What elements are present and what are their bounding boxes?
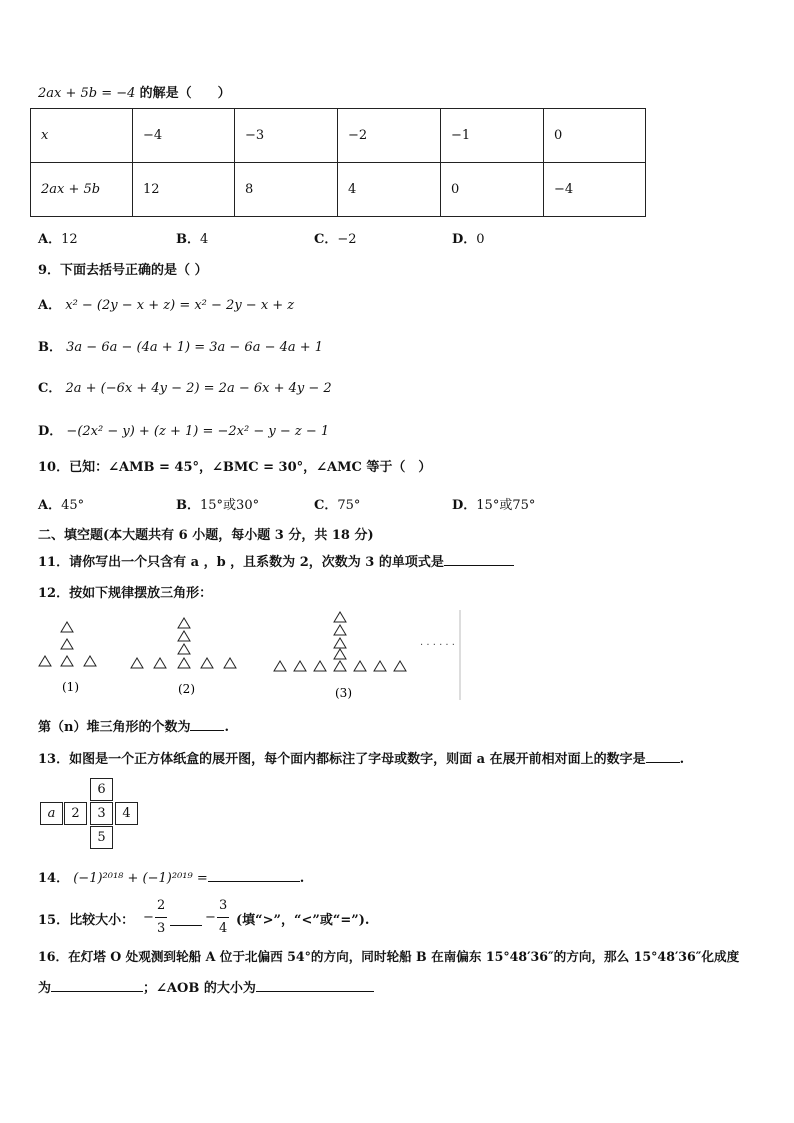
net-face-a: a: [40, 802, 63, 825]
section-heading: 二、填空题(本大题共有 6 小题，每小题 3 分，共 18 分): [38, 528, 374, 543]
option-value: 4: [200, 232, 209, 247]
q10-option-b: [176, 494, 259, 513]
option-expression: x² − (2y − x + z) = x² − 2y − x + z: [65, 298, 295, 313]
table-cell: x: [31, 109, 133, 163]
q16-line1: 16．在灯塔 O 处观测到轮船 A 位于北偏西 54°的方向，同时轮船 B 在南偏东 15°48′36″的方向，那么 15°48′36″化成度: [38, 949, 740, 964]
option-value: 15°或75°: [476, 498, 536, 513]
triangle-icon: [178, 631, 190, 641]
q13-end: .: [679, 752, 685, 767]
triangle-icon: [354, 661, 366, 671]
option-value: 0: [476, 232, 485, 247]
triangle-icon: [314, 661, 326, 671]
q12-stem: 12．按如下规律摆放三角形：: [38, 586, 213, 601]
fraction-bar: [217, 917, 229, 918]
q8-option-a: [38, 228, 78, 247]
net-face-3: 3: [90, 802, 113, 825]
option-label: B．: [176, 232, 200, 247]
option-label: C．: [314, 498, 338, 513]
continuation-dots: · · · · · ·: [420, 640, 455, 651]
option-value: 15°或30°: [200, 498, 260, 513]
table-cell: 8: [235, 163, 338, 217]
q13: [38, 748, 684, 767]
q16-line2: [38, 977, 374, 996]
triangle-group-1: [39, 622, 96, 666]
triangle-group-2: [131, 618, 236, 668]
q10-stem: 10．已知：∠AMB = 45°，∠BMC = 30°，∠AMC 等于（ ）: [38, 460, 432, 475]
q11: [38, 551, 514, 570]
table-cell: −2: [338, 109, 441, 163]
table-cell: −4: [133, 109, 235, 163]
triangle-icon: [84, 656, 96, 666]
triangle-pattern-svg: [38, 608, 462, 702]
answer-blank[interactable]: [444, 553, 514, 566]
net-face-4: 4: [115, 802, 138, 825]
table-cell: 0: [441, 163, 544, 217]
q9-option-c: [38, 377, 332, 396]
q8-equation: 2ax + 5b = −4: [38, 86, 136, 101]
triangle-pattern-figure: [38, 608, 462, 702]
answer-blank[interactable]: [170, 913, 202, 926]
option-expression: 3a − 6a − (4a + 1) = 3a − 6a − 4a + 1: [66, 340, 324, 355]
option-expression: −(2x² − y) + (z + 1) = −2x² − y − z − 1: [66, 424, 330, 439]
triangle-icon: [154, 658, 166, 668]
net-face-2: 2: [64, 802, 87, 825]
triangle-icon: [294, 661, 306, 671]
fraction-sign: −: [205, 910, 216, 925]
values-table: [30, 108, 646, 217]
option-label: D．: [452, 232, 477, 247]
triangle-group-3: [274, 612, 406, 671]
triangle-icon: [178, 618, 190, 628]
fraction-bar: [155, 917, 167, 918]
q9-option-b: [38, 336, 323, 355]
answer-blank[interactable]: [208, 869, 300, 882]
option-label: C．: [314, 232, 338, 247]
q8-option-c: [314, 228, 357, 247]
q12-question-text: 第（n）堆三角形的个数为: [38, 720, 191, 735]
triangle-icon: [334, 612, 346, 622]
triangle-icon: [61, 622, 73, 632]
option-label: B．: [176, 498, 200, 513]
q9-stem: 9．下面去括号正确的是（ ）: [38, 263, 208, 278]
option-label: C．: [38, 381, 62, 396]
option-expression: 2a + (−6x + 4y − 2) = 2a − 6x + 4y − 2: [65, 381, 332, 396]
net-face-bottom: 5: [90, 826, 113, 849]
figure-label-2: (2): [178, 682, 195, 696]
triangle-icon: [334, 625, 346, 635]
fraction-denominator: 3: [157, 921, 166, 936]
table-row: [31, 109, 646, 163]
q10-option-a: [38, 494, 84, 513]
triangle-icon: [61, 639, 73, 649]
q12-end: .: [224, 720, 229, 735]
q8-stem-tail: [38, 82, 231, 101]
q14-expression: (−1)²⁰¹⁸ + (−1)²⁰¹⁹ =: [73, 871, 208, 886]
net-face-top: 6: [90, 778, 113, 801]
triangle-icon: [274, 661, 286, 671]
q9-option-d: [38, 420, 329, 439]
table-cell: 12: [133, 163, 235, 217]
option-value: 75°: [337, 498, 361, 513]
triangle-icon: [334, 661, 346, 671]
triangle-icon: [178, 644, 190, 654]
option-label: A．: [38, 298, 62, 313]
triangle-icon: [178, 658, 190, 668]
fraction-numerator: 2: [157, 898, 166, 913]
answer-blank[interactable]: [51, 979, 143, 992]
option-value: −2: [337, 232, 357, 247]
q15-hint: (填“>”，“<”或“=”).: [236, 913, 370, 928]
triangle-icon: [224, 658, 236, 668]
fraction-numerator: 3: [219, 898, 228, 913]
figure-label-3: (3): [335, 686, 352, 700]
q10-option-c: [314, 494, 360, 513]
q16-text-b: ；∠AOB 的大小为: [143, 981, 256, 996]
option-value: 12: [61, 232, 78, 247]
option-value: 45°: [61, 498, 85, 513]
option-label: B．: [38, 340, 62, 355]
q16-text-a: 为: [38, 981, 52, 996]
answer-blank[interactable]: [256, 979, 374, 992]
q11-text: 11．请你写出一个只含有 a ，b ，且系数为 2，次数为 3 的单项式是: [38, 555, 444, 570]
triangle-icon: [394, 661, 406, 671]
q14-label: 14．: [38, 871, 70, 886]
fraction-denominator: 4: [219, 921, 228, 936]
answer-blank[interactable]: [190, 718, 224, 731]
option-label: D．: [38, 424, 63, 439]
table-cell: 4: [338, 163, 441, 217]
q8-suffix: 的解是（ ）: [139, 86, 231, 101]
triangle-icon: [374, 661, 386, 671]
q8-option-d: [452, 228, 485, 247]
cube-net-figure: [40, 778, 180, 850]
q14-end: .: [299, 871, 305, 886]
option-label: A．: [38, 498, 62, 513]
triangle-icon: [131, 658, 143, 668]
q12-question: [38, 716, 229, 735]
triangle-icon: [334, 649, 346, 659]
answer-blank[interactable]: [646, 750, 680, 763]
q8-option-b: [176, 228, 208, 247]
table-cell: 0: [544, 109, 646, 163]
table-cell: −3: [235, 109, 338, 163]
triangle-icon: [201, 658, 213, 668]
table-cell: −4: [544, 163, 646, 217]
option-label: A．: [38, 232, 62, 247]
table-cell: −1: [441, 109, 544, 163]
option-label: D．: [452, 498, 477, 513]
q15-label: 15．比较大小：: [38, 913, 135, 928]
q10-option-d: [452, 494, 535, 513]
table-cell: 2ax + 5b: [31, 163, 133, 217]
figure-label-1: (1): [62, 680, 79, 694]
triangle-icon: [334, 638, 346, 648]
q14: [38, 867, 304, 886]
q13-text: 13．如图是一个正方体纸盒的展开图，每个面内都标注了字母或数字，则面 a 在展开前相对面上的数字是: [38, 752, 646, 767]
triangle-icon: [61, 656, 73, 666]
q9-option-a: [38, 294, 294, 313]
fraction-sign: −: [143, 910, 154, 925]
triangle-icon: [39, 656, 51, 666]
table-row: [31, 163, 646, 217]
